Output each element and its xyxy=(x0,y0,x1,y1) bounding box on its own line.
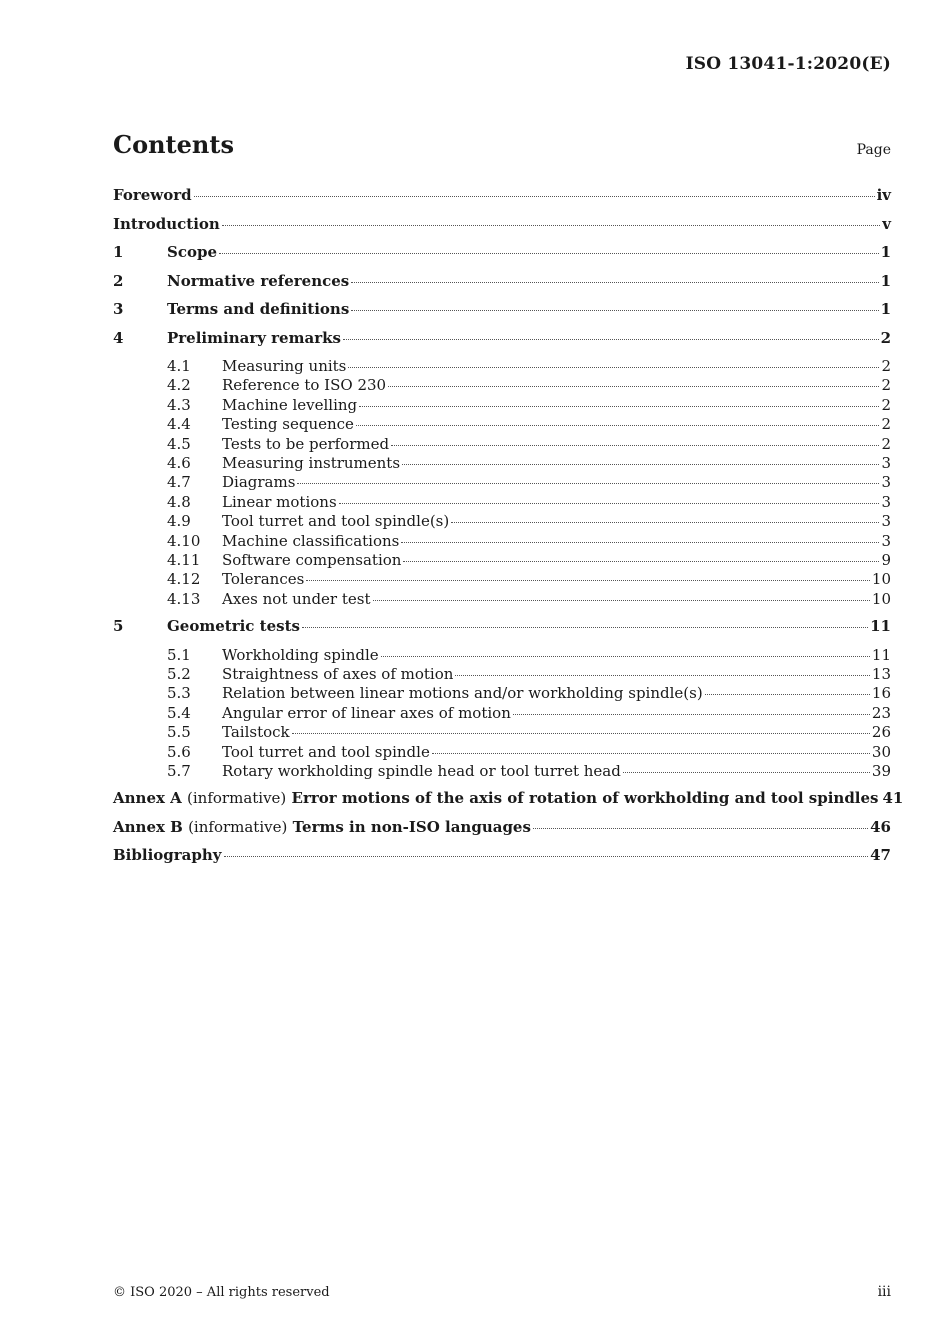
toc-subentry[interactable] xyxy=(113,551,891,570)
dot-leader xyxy=(339,502,880,504)
toc-page-number: 3 xyxy=(881,453,891,472)
toc-page-number: iv xyxy=(876,186,891,204)
toc-number: 3 xyxy=(113,300,124,318)
dot-leader xyxy=(343,338,879,340)
toc-number: 4.1 xyxy=(167,357,191,375)
toc-number: 4.3 xyxy=(167,395,191,414)
toc-page-number: 3 xyxy=(881,473,891,492)
page-number: iii xyxy=(877,1284,891,1300)
dot-leader xyxy=(302,626,868,628)
toc-page-number: 2 xyxy=(881,376,891,395)
toc-page-number: 2 xyxy=(881,357,891,375)
toc-page-number: 41 xyxy=(882,789,904,808)
toc-number: 4.8 xyxy=(167,492,191,511)
toc-page-number: 11 xyxy=(870,617,891,636)
toc-page-number: 26 xyxy=(871,723,891,742)
annex-label: Annex A xyxy=(113,789,182,808)
toc-subentry[interactable] xyxy=(113,590,891,609)
toc-subentry[interactable] xyxy=(113,454,891,473)
toc-label: Normative references xyxy=(167,271,350,290)
dot-leader xyxy=(623,771,870,773)
toc-subentry[interactable] xyxy=(113,570,891,589)
toc-entry[interactable] xyxy=(113,846,891,875)
toc-number: 4 xyxy=(113,328,124,347)
contents-heading xyxy=(113,130,891,166)
toc-page-number: 3 xyxy=(881,512,891,531)
toc-gap xyxy=(113,781,891,789)
toc-number: 4.13 xyxy=(167,589,201,608)
dot-leader xyxy=(401,541,879,543)
dot-leader xyxy=(222,224,880,226)
toc-number: 5.6 xyxy=(167,742,191,761)
document-id: ISO 13041-1:2020(E) xyxy=(685,54,891,74)
toc-label: Bibliography xyxy=(113,846,222,865)
toc-subentry[interactable] xyxy=(113,532,891,551)
annex-note: (informative) xyxy=(187,789,287,808)
dot-leader xyxy=(292,732,870,734)
toc-entry[interactable] xyxy=(113,186,891,215)
dot-leader xyxy=(513,713,870,715)
toc-label: Measuring instruments xyxy=(222,453,401,472)
toc-subentry[interactable] xyxy=(113,743,891,762)
dot-leader xyxy=(533,827,868,829)
toc-label: Straightness of axes of motion xyxy=(222,664,454,683)
toc-page-number: 16 xyxy=(871,684,891,703)
toc-label: Tests to be performed xyxy=(222,434,390,453)
toc-page-number: 10 xyxy=(871,589,891,608)
toc-entry[interactable] xyxy=(113,300,891,329)
toc-number: 4.9 xyxy=(167,512,191,531)
toc-page-number: 23 xyxy=(871,703,891,722)
toc-label xyxy=(113,818,531,836)
toc-number: 4.12 xyxy=(167,570,201,589)
toc-label: Software compensation xyxy=(222,550,402,569)
toc-number: 5.7 xyxy=(167,761,191,780)
toc-label: Geometric tests xyxy=(167,617,300,636)
toc-entry[interactable] xyxy=(113,818,891,847)
toc-label: Tool turret and tool spindle(s) xyxy=(222,512,450,531)
toc-subentry[interactable] xyxy=(113,646,891,665)
toc-page-number: v xyxy=(882,214,891,233)
contents-title: Contents xyxy=(113,130,234,159)
toc-subentry[interactable] xyxy=(113,435,891,454)
toc-page-number: 9 xyxy=(881,550,891,569)
toc-label: Foreword xyxy=(113,186,192,204)
toc-number: 4.6 xyxy=(167,453,191,472)
annex-title: Error motions of the axis of rotation of workholding and tool spindles xyxy=(291,789,879,808)
toc-label: Tool turret and tool spindle xyxy=(222,742,430,761)
toc-label: Reference to ISO 230 xyxy=(222,376,387,395)
toc-label: Terms and definitions xyxy=(167,300,350,318)
toc-page-number: 1 xyxy=(880,271,891,290)
toc-entry[interactable] xyxy=(113,789,904,818)
toc-number: 4.2 xyxy=(167,376,191,395)
toc-label: Tailstock xyxy=(222,723,290,742)
table-of-contents xyxy=(113,186,904,875)
toc-entry[interactable] xyxy=(113,617,891,646)
toc-label: Workholding spindle xyxy=(222,645,379,664)
toc-page-number: 1 xyxy=(880,243,891,261)
copyright-notice: © ISO 2020 – All rights reserved xyxy=(113,1285,330,1300)
toc-number: 1 xyxy=(113,243,124,261)
toc-number: 5.5 xyxy=(167,723,191,742)
dot-leader xyxy=(705,693,870,695)
dot-leader xyxy=(356,424,880,426)
toc-label: Testing sequence xyxy=(222,415,354,434)
dot-leader xyxy=(351,309,878,311)
dot-leader xyxy=(451,521,879,523)
toc-page-number: 13 xyxy=(871,664,891,683)
annex-label: Annex B xyxy=(113,817,183,836)
dot-leader xyxy=(348,366,879,368)
dot-leader xyxy=(403,560,879,562)
toc-label: Introduction xyxy=(113,214,220,233)
dot-leader xyxy=(432,752,870,754)
dot-leader xyxy=(391,444,879,446)
toc-page-number: 30 xyxy=(871,742,891,761)
toc-label: Machine classifications xyxy=(222,531,400,550)
annex-title: Terms in non-ISO languages xyxy=(292,817,531,836)
toc-page-number: 2 xyxy=(881,434,891,453)
page-column-label: Page xyxy=(856,142,891,158)
toc-subentry[interactable] xyxy=(113,723,891,742)
toc-label: Diagrams xyxy=(222,473,296,492)
toc-number: 4.11 xyxy=(167,550,201,569)
dot-leader xyxy=(455,674,869,676)
toc-entry[interactable] xyxy=(113,215,891,244)
toc-number: 4.4 xyxy=(167,415,191,434)
toc-page-number: 2 xyxy=(880,328,891,347)
toc-number: 5 xyxy=(113,617,124,636)
toc-label: Angular error of linear axes of motion xyxy=(222,703,511,722)
dot-leader xyxy=(351,281,878,283)
toc-page-number: 46 xyxy=(870,817,891,836)
dot-leader xyxy=(359,405,879,407)
toc-entry[interactable] xyxy=(113,272,891,301)
dot-leader xyxy=(402,463,879,465)
toc-page-number: 1 xyxy=(880,300,891,318)
toc-subentry[interactable] xyxy=(113,704,891,723)
toc-page-number: 10 xyxy=(871,570,891,589)
toc-subentry[interactable] xyxy=(113,357,891,376)
toc-gap xyxy=(113,609,891,617)
toc-number: 5.1 xyxy=(167,645,191,664)
toc-page-number: 39 xyxy=(871,761,891,780)
dot-leader xyxy=(194,195,875,197)
toc-page-number: 47 xyxy=(870,846,891,865)
toc-entry[interactable] xyxy=(113,243,891,272)
toc-page-number: 2 xyxy=(881,415,891,434)
toc-page-number: 3 xyxy=(881,531,891,550)
toc-subentry[interactable] xyxy=(113,762,891,781)
toc-label: Linear motions xyxy=(222,492,337,511)
dot-leader xyxy=(388,385,879,387)
toc-subentry[interactable] xyxy=(113,665,891,684)
toc-subentry[interactable] xyxy=(113,684,891,703)
toc-label: Preliminary remarks xyxy=(167,328,341,347)
dot-leader xyxy=(219,252,879,254)
dot-leader xyxy=(306,579,870,581)
toc-number: 4.7 xyxy=(167,473,191,492)
dot-leader xyxy=(373,599,870,601)
toc-label: Scope xyxy=(167,243,218,261)
toc-number: 4.10 xyxy=(167,531,201,550)
dot-leader xyxy=(224,855,869,857)
toc-label: Axes not under test xyxy=(222,589,371,608)
toc-number: 2 xyxy=(113,271,124,290)
toc-label: Measuring units xyxy=(222,357,347,375)
toc-subentry[interactable] xyxy=(113,415,891,434)
toc-subentry[interactable] xyxy=(113,396,891,415)
toc-label xyxy=(113,789,879,807)
toc-number: 5.3 xyxy=(167,684,191,703)
toc-number: 4.5 xyxy=(167,434,191,453)
toc-subentry[interactable] xyxy=(113,512,891,531)
toc-number: 5.2 xyxy=(167,664,191,683)
toc-entry[interactable] xyxy=(113,329,891,358)
toc-page-number: 3 xyxy=(881,492,891,511)
toc-subentry[interactable] xyxy=(113,376,891,395)
toc-page-number: 2 xyxy=(881,395,891,414)
dot-leader xyxy=(381,655,870,657)
toc-number: 5.4 xyxy=(167,703,191,722)
dot-leader xyxy=(297,482,879,484)
toc-label: Tolerances xyxy=(222,570,305,589)
toc-subentry[interactable] xyxy=(113,473,891,492)
toc-subentry[interactable] xyxy=(113,493,891,512)
toc-label: Rotary workholding spindle head or tool turret head xyxy=(222,761,621,780)
toc-label: Relation between linear motions and/or workholding spindle(s) xyxy=(222,684,703,703)
annex-note: (informative) xyxy=(188,817,288,836)
toc-label: Machine levelling xyxy=(222,395,358,414)
toc-page-number: 11 xyxy=(871,645,891,664)
